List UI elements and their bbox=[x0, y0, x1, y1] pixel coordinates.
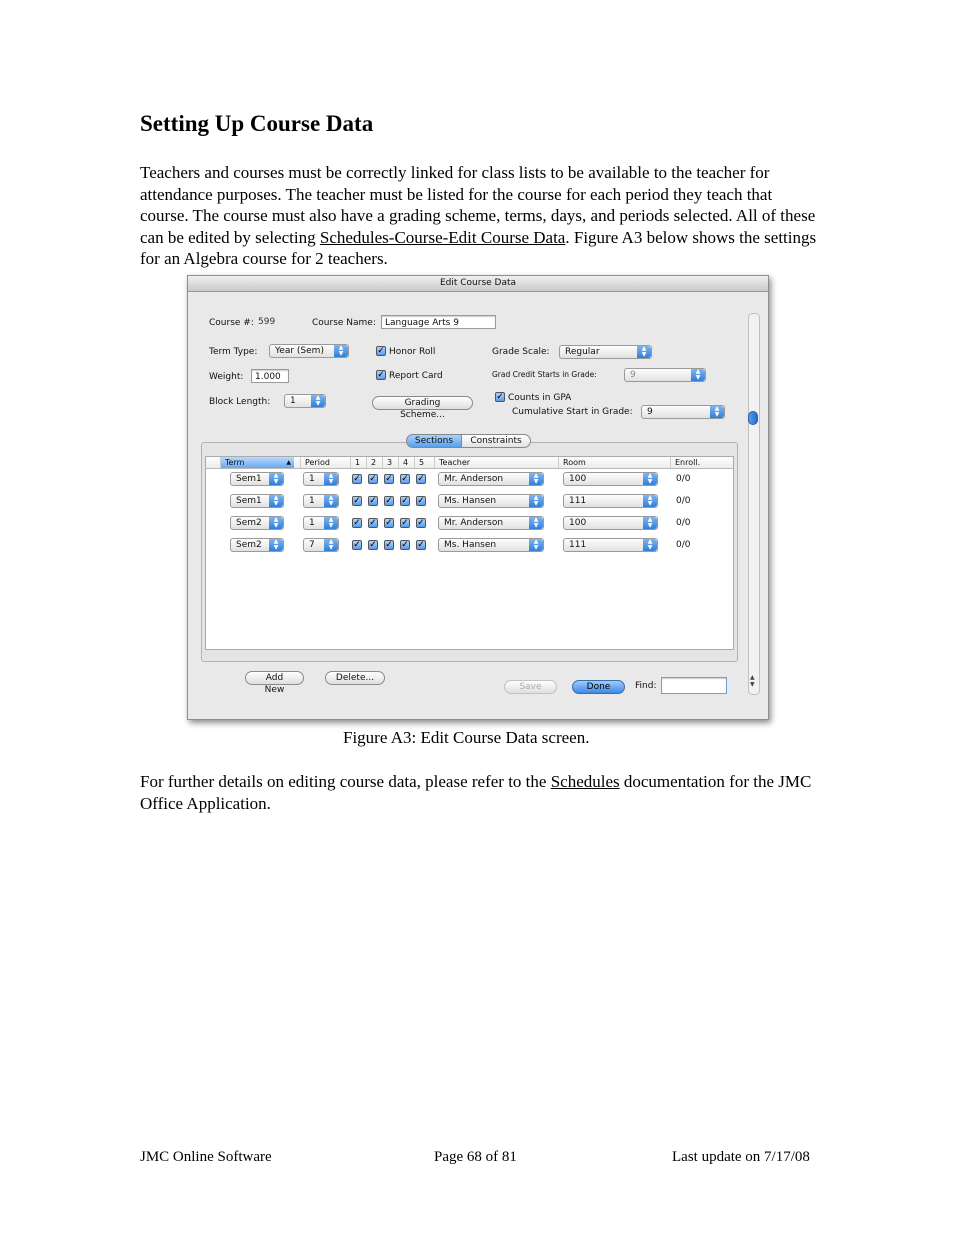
course-number-value: 599 bbox=[258, 317, 276, 327]
schedules-course-link[interactable]: Schedules-Course-Edit Course Data bbox=[319, 227, 566, 247]
cumulative-start-select[interactable] bbox=[641, 405, 725, 419]
intro-text-end: . Figure A3 below shows the settings for an Algebra course for 2 teachers. bbox=[140, 227, 817, 269]
col-teacher[interactable]: Teacher bbox=[434, 457, 558, 468]
updown-arrows-icon: ▲ ▼ bbox=[529, 495, 543, 507]
row-room-value: 100 bbox=[569, 518, 587, 528]
cumulative-start-value: 9 bbox=[647, 407, 653, 417]
row-teacher-value: Mr. Anderson bbox=[444, 518, 504, 528]
intro-paragraph bbox=[140, 162, 820, 270]
grading-scheme-button[interactable]: Grading Scheme... bbox=[372, 396, 473, 410]
save-button[interactable]: Save bbox=[504, 680, 557, 694]
course-name-field[interactable]: Language Arts 9 bbox=[381, 315, 496, 329]
col-day-5[interactable]: 5 bbox=[414, 457, 434, 468]
row-room-value: 100 bbox=[569, 474, 587, 484]
footer-last-update: Last update on 7/17/08 bbox=[672, 1149, 810, 1165]
schedules-link[interactable]: Schedules bbox=[550, 772, 620, 791]
row-enroll: 0/0 bbox=[676, 496, 691, 506]
col-day-3[interactable]: 3 bbox=[382, 457, 398, 468]
row-term-value: Sem2 bbox=[236, 540, 262, 550]
updown-arrows-icon: ▲ ▼ bbox=[324, 495, 338, 507]
figure-caption: Figure A3: Edit Course Data screen. bbox=[343, 728, 590, 747]
col-day-2[interactable]: 2 bbox=[366, 457, 382, 468]
updown-arrows-icon: ▲ ▼ bbox=[334, 345, 348, 357]
course-number-label: Course #: bbox=[209, 318, 254, 328]
col-enroll[interactable]: Enroll. bbox=[670, 457, 733, 468]
updown-arrows-icon: ▲ ▼ bbox=[643, 517, 657, 529]
counts-gpa-checkbox[interactable]: ✓ bbox=[496, 392, 504, 402]
day-4-checkbox[interactable]: ✓ bbox=[401, 518, 409, 528]
counts-gpa-label: Counts in GPA bbox=[508, 393, 572, 403]
updown-arrows-icon: ▲ ▼ bbox=[529, 473, 543, 485]
grade-scale-label: Grade Scale: bbox=[492, 347, 550, 357]
find-label: Find: bbox=[635, 681, 657, 691]
updown-arrows-icon: ▲ ▼ bbox=[710, 406, 724, 418]
day-5-checkbox[interactable]: ✓ bbox=[417, 496, 425, 506]
honor-roll-checkbox[interactable]: ✓ bbox=[377, 346, 385, 356]
day-2-checkbox[interactable]: ✓ bbox=[369, 518, 377, 528]
row-term-select[interactable] bbox=[230, 516, 284, 530]
done-button[interactable]: Done bbox=[572, 680, 625, 694]
term-type-select[interactable] bbox=[269, 344, 349, 358]
row-term-select[interactable] bbox=[230, 538, 284, 552]
day-2-checkbox[interactable]: ✓ bbox=[369, 540, 377, 550]
day-2-checkbox[interactable]: ✓ bbox=[369, 496, 377, 506]
sort-ascending-icon: ▲ bbox=[286, 459, 291, 466]
updown-arrows-icon: ▲ ▼ bbox=[269, 473, 283, 485]
day-5-checkbox[interactable]: ✓ bbox=[417, 540, 425, 550]
row-period-value: 1 bbox=[309, 518, 315, 528]
row-room-value: 111 bbox=[569, 496, 587, 506]
row-room-select[interactable] bbox=[563, 494, 658, 508]
grad-credit-label: Grad Credit Starts in Grade: bbox=[492, 370, 597, 379]
row-teacher-select[interactable] bbox=[438, 516, 544, 530]
row-term-select[interactable] bbox=[230, 494, 284, 508]
further-text-start: For further details on editing course data, please refer to the bbox=[140, 772, 551, 791]
edit-course-dialog bbox=[187, 275, 769, 720]
add-new-button[interactable]: Add New bbox=[245, 671, 304, 685]
block-length-label: Block Length: bbox=[209, 397, 271, 407]
page-heading: Setting Up Course Data bbox=[140, 111, 374, 136]
report-card-checkbox[interactable]: ✓ bbox=[377, 370, 385, 380]
day-4-checkbox[interactable]: ✓ bbox=[401, 474, 409, 484]
row-room-select[interactable] bbox=[563, 472, 658, 486]
row-teacher-value: Ms. Hansen bbox=[444, 496, 497, 506]
day-5-checkbox[interactable]: ✓ bbox=[417, 518, 425, 528]
row-teacher-value: Ms. Hansen bbox=[444, 540, 497, 550]
row-term-value: Sem1 bbox=[236, 496, 262, 506]
day-1-checkbox[interactable]: ✓ bbox=[353, 496, 361, 506]
row-room-value: 111 bbox=[569, 540, 587, 550]
tab-sections[interactable]: Sections bbox=[406, 434, 462, 448]
updown-arrows-icon: ▲ ▼ bbox=[643, 473, 657, 485]
further-details-paragraph bbox=[140, 771, 820, 814]
term-type-label: Term Type: bbox=[209, 347, 258, 357]
col-period[interactable]: Period bbox=[300, 457, 350, 468]
block-length-select[interactable] bbox=[284, 394, 326, 408]
row-enroll: 0/0 bbox=[676, 474, 691, 484]
day-4-checkbox[interactable]: ✓ bbox=[401, 496, 409, 506]
row-teacher-select[interactable] bbox=[438, 472, 544, 486]
updown-arrows-icon: ▲ ▼ bbox=[643, 495, 657, 507]
day-3-checkbox[interactable]: ✓ bbox=[385, 540, 393, 550]
footer-left: JMC Online Software bbox=[140, 1149, 272, 1165]
tab-constraints[interactable]: Constraints bbox=[461, 434, 531, 448]
row-enroll: 0/0 bbox=[676, 540, 691, 550]
day-1-checkbox[interactable]: ✓ bbox=[353, 518, 361, 528]
weight-field[interactable]: 1.000 bbox=[251, 369, 289, 383]
day-4-checkbox[interactable]: ✓ bbox=[401, 540, 409, 550]
row-enroll: 0/0 bbox=[676, 518, 691, 528]
table-header bbox=[206, 457, 733, 469]
row-period-select[interactable] bbox=[303, 494, 339, 508]
grad-credit-value: 9 bbox=[630, 370, 636, 380]
row-teacher-select[interactable] bbox=[438, 538, 544, 552]
day-2-checkbox[interactable]: ✓ bbox=[369, 474, 377, 484]
row-room-select[interactable] bbox=[563, 538, 658, 552]
course-name-label: Course Name: bbox=[312, 318, 376, 328]
further-text-end: documentation for the JMC Office Application. bbox=[140, 772, 812, 813]
updown-arrows-icon: ▲ ▼ bbox=[311, 395, 325, 407]
row-teacher-select[interactable] bbox=[438, 494, 544, 508]
updown-arrows-icon: ▲ ▼ bbox=[269, 495, 283, 507]
footer-page-number: Page 68 of 81 bbox=[434, 1149, 517, 1165]
day-1-checkbox[interactable]: ✓ bbox=[353, 540, 361, 550]
scroll-arrows-icon[interactable]: ▲ ▼ bbox=[750, 674, 755, 688]
day-1-checkbox[interactable]: ✓ bbox=[353, 474, 361, 484]
vertical-scrollbar[interactable] bbox=[748, 313, 760, 695]
row-teacher-value: Mr. Anderson bbox=[444, 474, 504, 484]
updown-arrows-icon: ▲ ▼ bbox=[269, 539, 283, 551]
row-term-value: Sem2 bbox=[236, 518, 262, 528]
weight-label: Weight: bbox=[209, 372, 244, 382]
col-term[interactable] bbox=[220, 457, 294, 468]
row-term-value: Sem1 bbox=[236, 474, 262, 484]
col-room[interactable]: Room bbox=[558, 457, 670, 468]
row-period-value: 1 bbox=[309, 496, 315, 506]
updown-arrows-icon: ▲ ▼ bbox=[637, 346, 651, 358]
col-day-1[interactable]: 1 bbox=[350, 457, 366, 468]
updown-arrows-icon: ▲ ▼ bbox=[691, 369, 705, 381]
col-term-label: Term bbox=[225, 458, 245, 467]
row-room-select[interactable] bbox=[563, 516, 658, 530]
term-type-value: Year (Sem) bbox=[275, 346, 324, 356]
grade-scale-select[interactable] bbox=[559, 345, 652, 359]
block-length-value: 1 bbox=[290, 396, 296, 406]
delete-button[interactable]: Delete... bbox=[325, 671, 385, 685]
grade-scale-value: Regular bbox=[565, 347, 600, 357]
updown-arrows-icon: ▲ ▼ bbox=[269, 517, 283, 529]
row-term-select[interactable] bbox=[230, 472, 284, 486]
cumulative-start-label: Cumulative Start in Grade: bbox=[512, 407, 633, 417]
updown-arrows-icon: ▲ ▼ bbox=[324, 539, 338, 551]
row-period-value: 1 bbox=[309, 474, 315, 484]
updown-arrows-icon: ▲ ▼ bbox=[529, 539, 543, 551]
updown-arrows-icon: ▲ ▼ bbox=[324, 473, 338, 485]
updown-arrows-icon: ▲ ▼ bbox=[529, 517, 543, 529]
honor-roll-label: Honor Roll bbox=[389, 347, 436, 357]
intro-text-start: Teachers and courses must be correctly linked for class lists to be available to the teacher for attendance purposes. The teacher must be listed for the course for each period they teach that course. The course must also have a grading scheme, terms, days, and periods selected. All of these can be edited by selecting bbox=[140, 163, 816, 247]
report-card-label: Report Card bbox=[389, 371, 443, 381]
row-period-select[interactable] bbox=[303, 472, 339, 486]
day-3-checkbox[interactable]: ✓ bbox=[385, 518, 393, 528]
day-5-checkbox[interactable]: ✓ bbox=[417, 474, 425, 484]
row-period-select[interactable] bbox=[303, 538, 339, 552]
day-3-checkbox[interactable]: ✓ bbox=[385, 474, 393, 484]
row-period-select[interactable] bbox=[303, 516, 339, 530]
grad-credit-select[interactable] bbox=[624, 368, 706, 382]
scrollbar-thumb[interactable] bbox=[748, 411, 758, 425]
updown-arrows-icon: ▲ ▼ bbox=[324, 517, 338, 529]
find-input[interactable] bbox=[661, 677, 727, 694]
row-period-value: 7 bbox=[309, 540, 315, 550]
sections-table bbox=[205, 456, 734, 650]
col-day-4[interactable]: 4 bbox=[398, 457, 414, 468]
updown-arrows-icon: ▲ ▼ bbox=[643, 539, 657, 551]
dialog-title: Edit Course Data bbox=[188, 276, 768, 292]
day-3-checkbox[interactable]: ✓ bbox=[385, 496, 393, 506]
